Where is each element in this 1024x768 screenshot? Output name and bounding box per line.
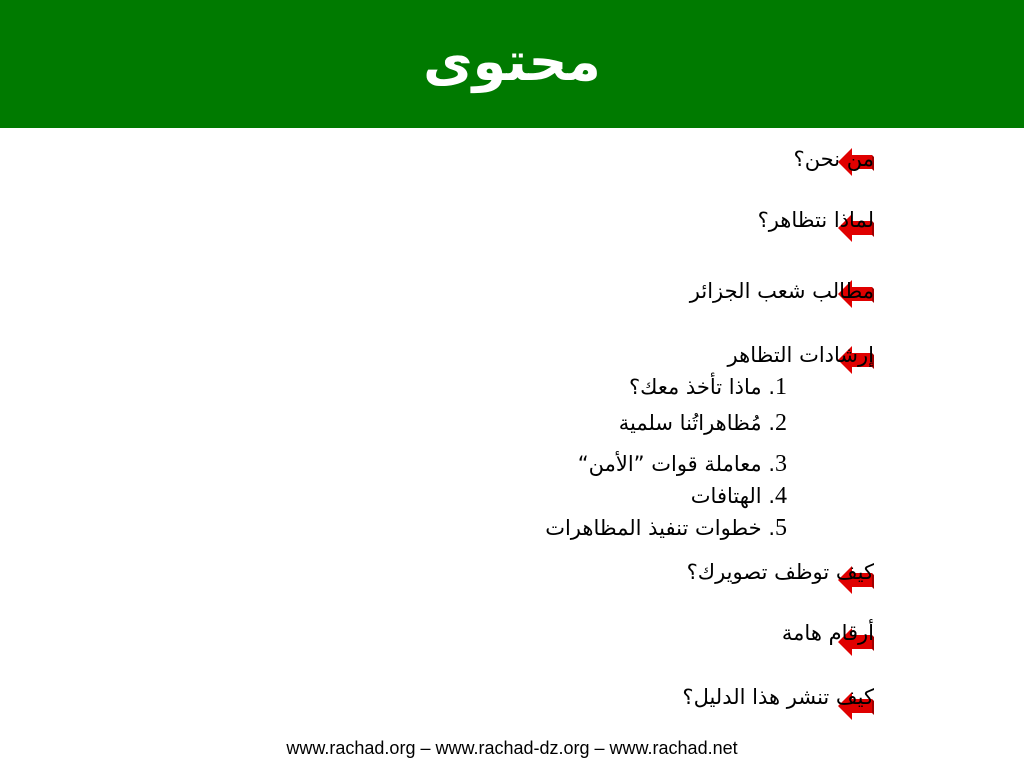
toc-item-who-we-are: من نحن؟ — [793, 147, 874, 171]
subitem-text: الهتافات — [690, 484, 762, 508]
toc-item-numbers: أرقام هامة — [781, 621, 874, 645]
subitem-number: 1 — [775, 374, 787, 400]
toc-item-photography: كيف توظف تصويرك؟ — [686, 560, 874, 584]
toc-item-spread-guide: كيف تنشر هذا الدليل؟ — [682, 685, 874, 709]
toc-item-why-protest: لماذا نتظاهر؟ — [757, 208, 874, 232]
subitem-number: 4 — [775, 483, 787, 509]
toc-subitem: 2. مُظاهراتُنا سلمية — [618, 410, 787, 436]
toc-item-guidelines: إرشادات التظاهر — [727, 343, 874, 367]
subitem-text: معاملة قوات ”الأمن“ — [577, 452, 762, 476]
subitem-text: ماذا تأخذ معك؟ — [628, 375, 762, 399]
subitem-number: 5 — [775, 515, 787, 541]
footer-links: www.rachad.org – www.rachad-dz.org – www.rachad.net — [286, 738, 738, 758]
toc-item-demands: مطالب شعب الجزائر — [689, 279, 874, 303]
subitem-text: خطوات تنفيذ المظاهرات — [545, 516, 762, 540]
toc-subitem: 4. الهتافات — [690, 483, 787, 509]
toc-subitem: 3. معاملة قوات ”الأمن“ — [577, 451, 787, 477]
subitem-text: مُظاهراتُنا سلمية — [618, 411, 762, 435]
subitem-number: 3 — [775, 451, 787, 477]
toc-subitem: 1. ماذا تأخذ معك؟ — [628, 374, 787, 400]
slide-title: محتوى — [423, 30, 601, 93]
subitem-number: 2 — [775, 410, 787, 436]
title-bar — [0, 0, 1024, 128]
toc-subitem: 5. خطوات تنفيذ المظاهرات — [545, 515, 787, 541]
